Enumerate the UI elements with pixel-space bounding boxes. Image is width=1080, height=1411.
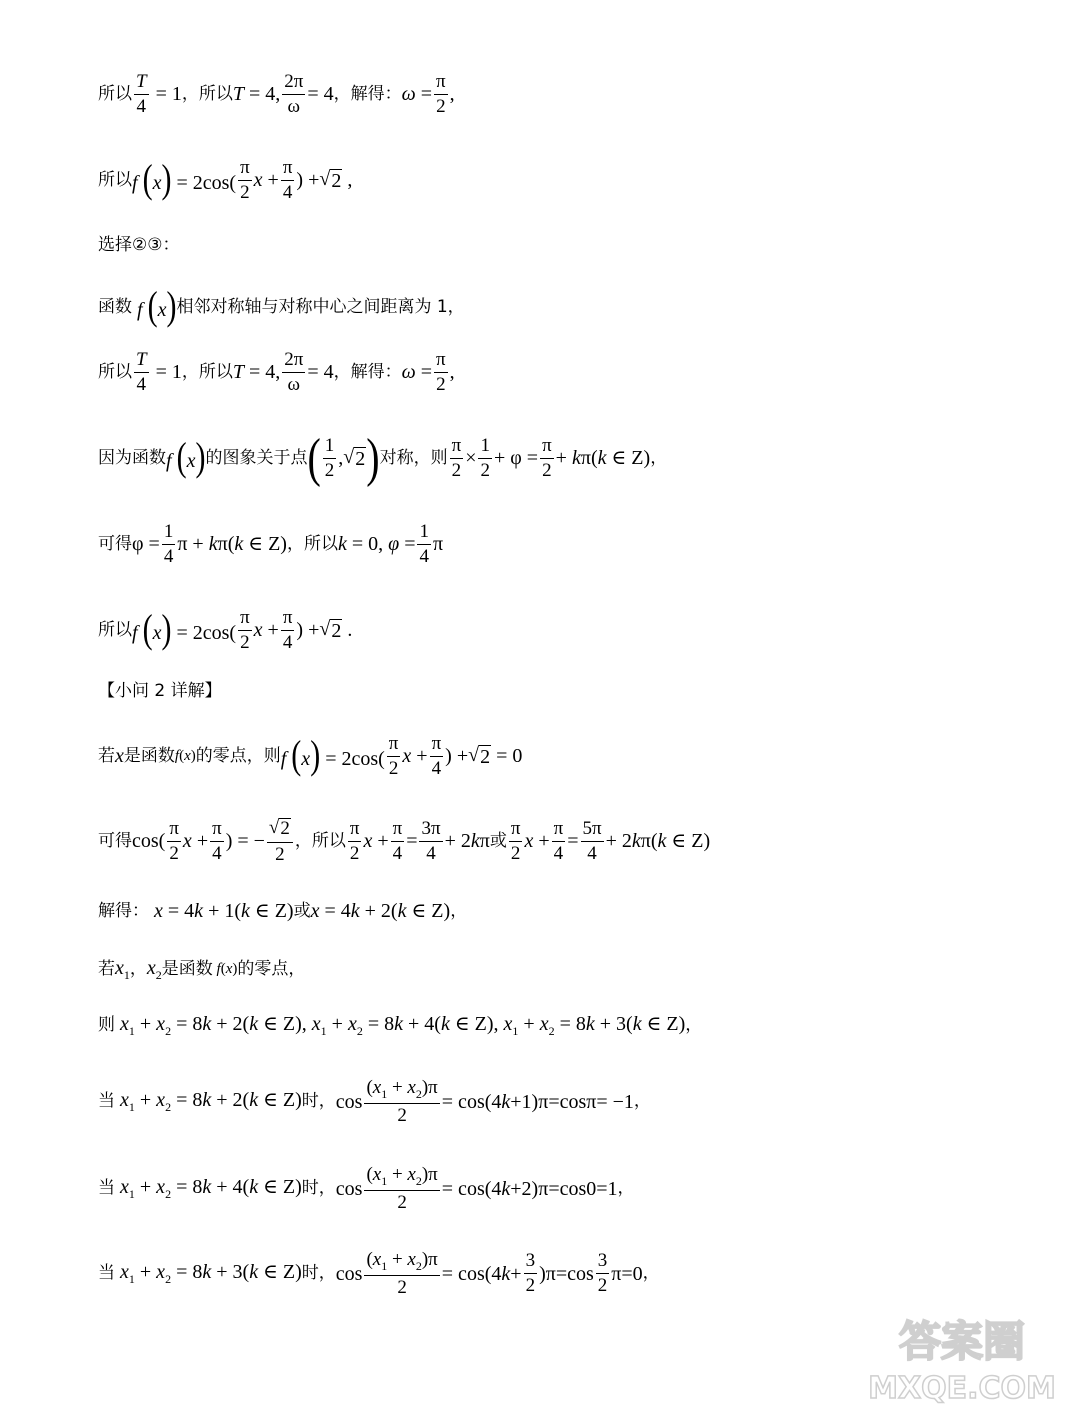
text: ，所以 [294,830,346,851]
line-14: 则 $x_1 + x_2 = 8k + 2(k$ ∈ Z), $x_1 + x_2 = 8k + 4(k$ ∈ Z), $x_1 + x_2 = 8k + 3(k$ ∈ Z) ， [98,1013,703,1038]
text: 或 [293,900,311,921]
text: ，解得： [333,361,402,382]
fraction: $\frac{3\pi}{4}$ [421,817,441,864]
watermark-top-text: 答案圈 [898,1317,1026,1366]
fraction: $\frac{\pi}{2}$ [451,435,462,481]
line-12: 解得： x = 4k + 1(k ∈ Z) 或 x = 4k + 2(k ∈ Z) ， [98,900,468,922]
text: 则 [98,1015,115,1035]
fraction: $\frac{\pi}{2}$ [436,349,446,395]
line-2: 所以 f (x) = 2cos( $\frac{\pi}{2}$ x + $\frac{\pi}{4}$ ) + √ 2 , [98,157,353,203]
text: ， [642,1263,660,1284]
fraction: $\frac{1}{2}$ [480,435,490,481]
line-1: 所以 $\frac{T}{4}$ = 1 ，所以 T = 4, $\frac{2\pi}{\omega}$ = 4 ，解得： ω = $\frac{\pi}{2}$ , [98,71,455,117]
text: ， [633,1091,651,1112]
fraction: $\frac{(x_1 + x_2)\pi}{2}$ [366,1164,438,1213]
fraction: $\frac{5\pi}{4}$ [582,817,602,864]
text: ， [450,900,468,921]
text: 时， [301,1263,336,1284]
fraction: $\frac{\pi}{2}$ [436,71,446,117]
line-5: 所以 $\frac{T}{4}$ = 1 ，所以 T = 4, $\frac{2\pi}{\omega}$ = 4 ，解得： ω = $\frac{\pi}{2}$ , [98,349,455,395]
fraction: $\frac{1}{4}$ [419,521,429,567]
text: 相邻对称轴与对称中心之间距离为 1， [176,296,465,317]
text: 所以 [98,361,132,382]
text: 可得 [98,830,132,851]
text: 所以 [98,83,132,104]
fraction: $\frac{2\pi}{\omega}$ [284,71,304,117]
text: ， [685,1015,703,1035]
text: ，所以 [181,83,233,104]
fraction: $\frac{\pi}{4}$ [553,817,564,864]
fraction: $\frac{\pi}{2}$ [240,157,250,203]
line-8: 所以 f (x) = 2cos( $\frac{\pi}{2}$ x + $\frac{\pi}{4}$ ) + √ 2 . [98,607,353,653]
fraction: $\frac{3}{2}$ [597,1250,608,1297]
line-6: 因为函数 f (x) 的图象关于点 ( $\frac{1}{2}$ , √ 2 ) 对称，则 $\frac{\pi}{2}$ × $\frac{1}{2}$ + φ = $\frac{\pi}{2}$ + kπ(k ∈ Z) ， [98,427,668,489]
fraction: $\frac{(x_1 + x_2)\pi}{2}$ [366,1249,438,1298]
line-10: 若 x 是函数 f(x) 的零点，则 f (x) = 2cos( $\frac{\pi}{2}$ x + $\frac{\pi}{4}$ ) + √ 2 = 0 [98,733,523,779]
fraction: $\frac{2\pi}{\omega}$ [284,349,304,395]
fraction: $\frac{1}{2}$ [324,435,335,481]
text: ， [129,959,147,979]
text: 函数 [98,296,132,317]
text: 选择②③： [98,235,180,255]
fraction: $\frac{\pi}{2}$ [349,817,360,864]
fraction: $\frac{\pi}{4}$ [392,817,403,864]
text: 所以 [98,619,132,640]
text: ，所以 [286,533,338,554]
text: 若 [98,959,115,979]
fraction: $\frac{\pi}{2}$ [240,607,250,653]
text: 的零点，则 [195,745,281,766]
text: ，解得： [333,83,402,104]
text: 是函数 [161,959,213,979]
text: 若 [98,745,115,766]
line-11: 可得 cos( $\frac{\pi}{2}$ x + $\frac{\pi}{4}$ ) = − √ 2 2 ，所以 $\frac{\pi}{2}$ x + $\frac{\pi}{4}$ = $\frac{3\pi}{4}$ + 2kπ 或 $\frac{\pi}{2}$ x + $\frac{\pi}{4}$ = $\frac{5\pi}{4}$ + 2kπ(k ∈ Z) [98,817,711,865]
text: 或 [489,830,507,851]
fraction: $\frac{\pi}{4}$ [212,817,222,864]
text: 所以 [98,169,132,190]
line-4: 函数 f (x) 相邻对称轴与对称中心之间距离为 1， [98,284,465,329]
text: 的零点， [237,959,306,979]
text: ， [650,447,668,468]
fraction: $\frac{\pi}{2}$ [388,733,399,779]
text: 可得 [98,533,132,554]
fraction: $\frac{\pi}{4}$ [282,157,293,203]
line-7: 可得 φ = $\frac{1}{4}$ π + kπ(k ∈ Z) ，所以 k = 0, φ = $\frac{1}{4}$ π [98,521,444,567]
fraction: √ 2 2 [267,818,293,865]
text: 时， [301,1178,336,1199]
fraction: $\frac{\pi}{2}$ [510,817,521,864]
fraction: $\frac{T}{4}$ [136,71,147,117]
line-17: 当 $x_1 + x_2 = 8k + 3(k$ ∈ Z) 时， cos $\frac{(x_1 + x_2)\pi}{2}$ = cos(4k+ $\frac{3}{2}$ )π=cos $\frac{3}{2}$ π=0 ， [98,1249,660,1298]
fraction: $\frac{\pi}{2}$ [169,817,179,864]
text: 当 [98,1263,115,1284]
text: 因为函数 [98,447,166,468]
fraction: $\frac{(x_1 + x_2)\pi}{2}$ [366,1077,438,1126]
text: ， [617,1178,635,1199]
fraction: $\frac{1}{4}$ [163,521,174,567]
section-heading: 【小问 2 详解】 [98,681,222,701]
line-3 [98,237,179,254]
text: 对称，则 [379,447,448,468]
watermark-bottom-text: MXQE.COM [868,1371,1056,1405]
text: 是函数 [123,745,175,766]
line-15: 当 $x_1 + x_2 = 8k + 2(k$ ∈ Z) 时， cos $\frac{(x_1 + x_2)\pi}{2}$ = cos(4k+1)π=cosπ= −1 ， [98,1077,651,1126]
fraction: $\frac{\pi}{4}$ [431,733,442,779]
text: 时， [301,1091,336,1112]
text: 的图象关于点 [205,447,308,468]
fraction: $\frac{T}{4}$ [136,349,147,395]
fraction: $\frac{3}{2}$ [525,1250,536,1297]
text: 解得： [98,900,149,921]
text: 当 [98,1091,115,1112]
fraction: $\frac{\pi}{4}$ [282,607,293,653]
line-16: 当 $x_1 + x_2 = 8k + 4(k$ ∈ Z) 时， cos $\frac{(x_1 + x_2)\pi}{2}$ = cos(4k+2)π=cos0=1 ， [98,1164,635,1213]
text: 当 [98,1178,115,1199]
text: ，所以 [181,361,233,382]
watermark-logo [862,1310,1062,1405]
line-9 [98,683,222,700]
line-13: 若 $x_1$ ， $x_2$ 是函数 f(x) 的零点， [98,957,306,982]
fraction: $\frac{\pi}{2}$ [542,435,552,481]
